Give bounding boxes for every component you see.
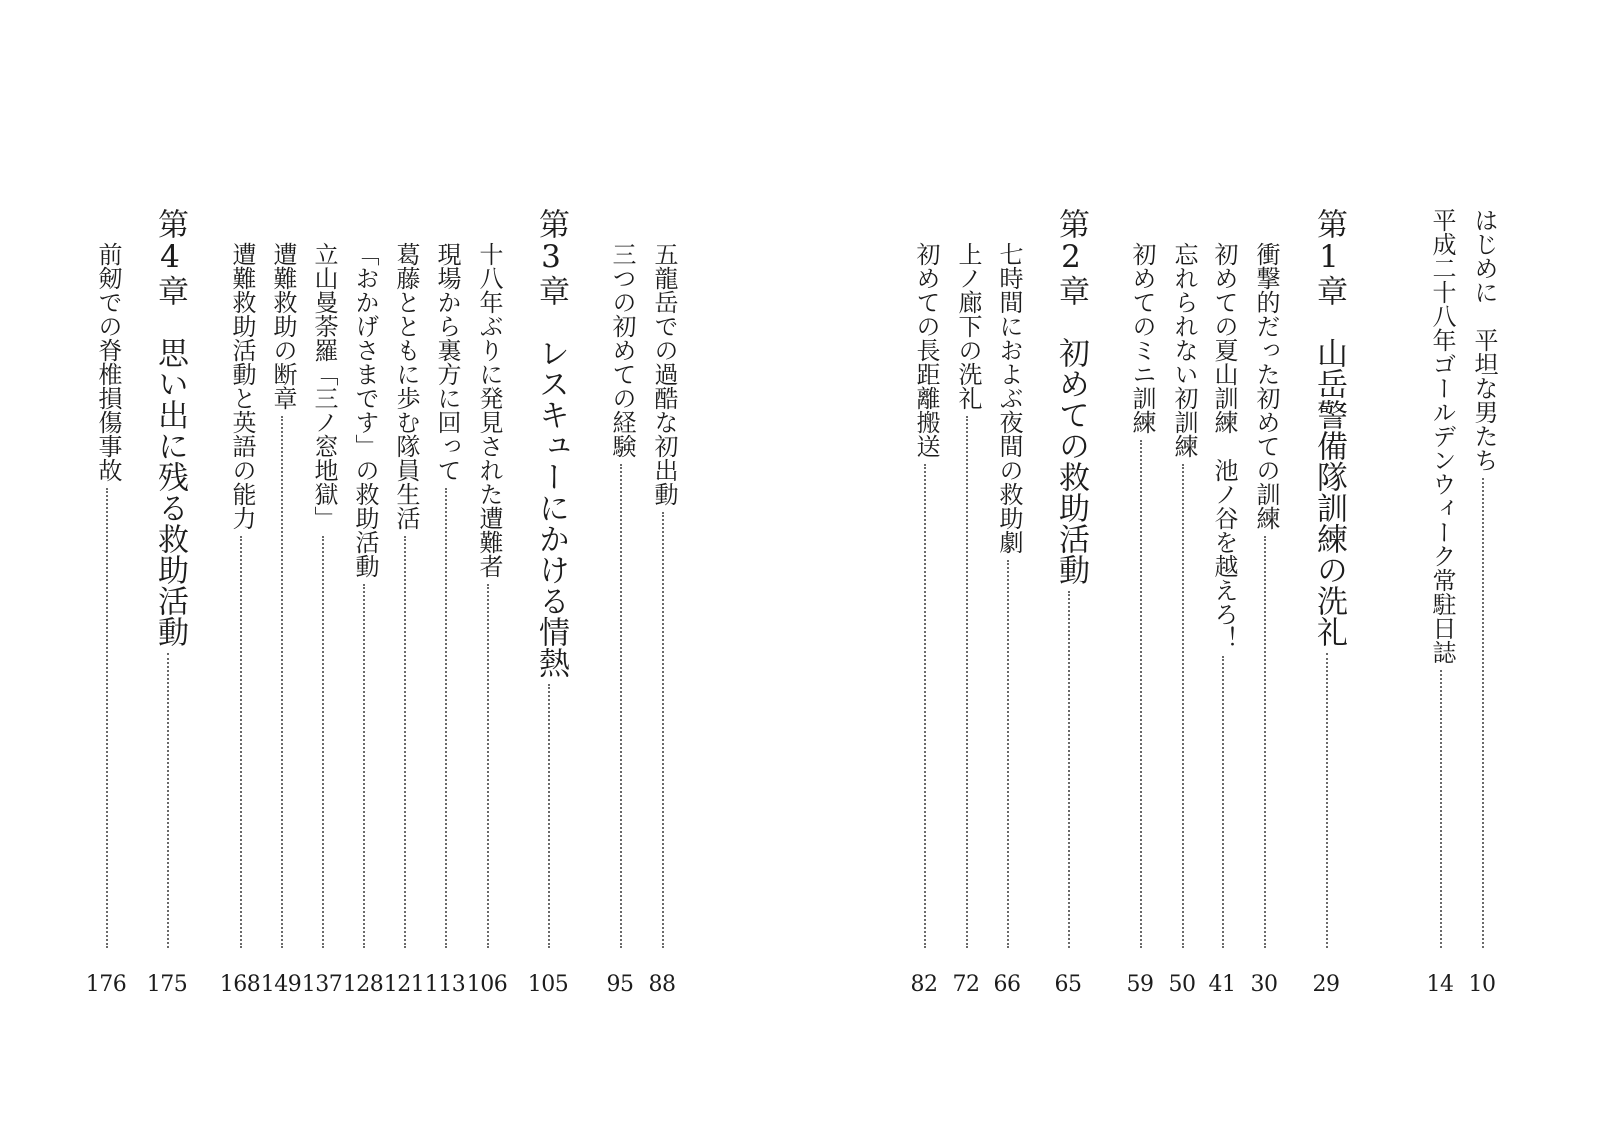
dot-leader <box>1140 440 1142 948</box>
toc-entry[interactable] <box>910 242 938 948</box>
toc-entry[interactable] <box>92 242 120 948</box>
toc-entry[interactable] <box>267 242 295 948</box>
entry-title: 十八年ぶりに発見された遭難者 <box>475 242 503 578</box>
toc-entry[interactable] <box>1126 242 1154 948</box>
chapter-title: 第2章 初めての救助活動 <box>1053 208 1089 585</box>
page-number: 65 <box>1054 972 1082 997</box>
toc-entry[interactable] <box>349 242 377 948</box>
entry-title: 七時間におよぶ夜間の救助劇 <box>995 242 1023 554</box>
page-number: 82 <box>910 972 938 997</box>
dot-leader <box>106 488 108 948</box>
entry-title: はじめに 平坦な男たち <box>1470 208 1498 472</box>
page-number: 59 <box>1126 972 1154 997</box>
page-number: 10 <box>1468 972 1496 997</box>
page-number: 30 <box>1250 972 1278 997</box>
dot-leader <box>1326 653 1328 948</box>
entry-title: 遭難救助活動と英語の能力 <box>228 242 256 530</box>
dot-leader <box>924 464 926 948</box>
dot-leader <box>1068 591 1070 948</box>
page-number: 128 <box>342 972 384 997</box>
toc-entry[interactable] <box>1208 242 1236 948</box>
dot-leader <box>1222 656 1224 948</box>
entry-title: 立山曼荼羅「三ノ窓地獄」 <box>310 242 338 530</box>
entry-title: 現場から裏方に回って <box>433 242 461 482</box>
dot-leader <box>445 488 447 948</box>
page-number: 95 <box>606 972 634 997</box>
entry-title: 平成二十八年ゴールデンウィーク常駐日誌 <box>1428 208 1456 664</box>
dot-leader <box>966 416 968 948</box>
entry-title: 衝撃的だった初めての訓練 <box>1252 242 1280 530</box>
chapter-title: 第1章 山岳警備隊訓練の洗礼 <box>1311 208 1347 647</box>
page-number: 121 <box>383 972 425 997</box>
dot-leader <box>1482 478 1484 948</box>
chapter-title: 第4章 思い出に残る救助活動 <box>152 208 188 647</box>
dot-leader <box>281 416 283 948</box>
page-number: 176 <box>85 972 127 997</box>
entry-title: 初めての長距離搬送 <box>912 242 940 458</box>
entry-title: 上ノ廊下の洗礼 <box>954 242 982 410</box>
page-number: 72 <box>952 972 980 997</box>
dot-leader <box>240 536 242 948</box>
toc-chapter[interactable] <box>530 208 569 948</box>
toc-entry[interactable] <box>1468 208 1496 948</box>
page-number: 168 <box>219 972 261 997</box>
toc-entry[interactable] <box>648 242 676 948</box>
dot-leader <box>322 536 324 948</box>
page-number: 14 <box>1426 972 1454 997</box>
toc-entry[interactable] <box>993 242 1021 948</box>
toc-entry[interactable] <box>308 242 336 948</box>
toc-chapter[interactable] <box>1308 208 1347 948</box>
toc-chapter[interactable] <box>149 208 188 948</box>
toc-entry[interactable] <box>952 242 980 948</box>
page-number: 106 <box>466 972 508 997</box>
dot-leader <box>1440 670 1442 948</box>
dot-leader <box>487 584 489 948</box>
dot-leader <box>548 684 550 948</box>
toc-entry[interactable] <box>1426 208 1454 948</box>
page-number: 29 <box>1312 972 1340 997</box>
entry-title: 前剱での脊椎損傷事故 <box>94 242 122 482</box>
dot-leader <box>363 584 365 948</box>
toc-entry[interactable] <box>390 242 418 948</box>
entry-title: 三つの初めての経験 <box>608 242 636 458</box>
entry-title: 五龍岳での過酷な初出動 <box>650 242 678 506</box>
page-number: 105 <box>527 972 569 997</box>
page-number: 66 <box>993 972 1021 997</box>
page-number: 175 <box>146 972 188 997</box>
page-number: 137 <box>301 972 343 997</box>
dot-leader <box>620 464 622 948</box>
toc-chapter[interactable] <box>1050 208 1089 948</box>
dot-leader <box>1007 560 1009 948</box>
page-number: 88 <box>648 972 676 997</box>
page-number: 50 <box>1168 972 1196 997</box>
dot-leader <box>404 536 406 948</box>
toc-entry[interactable] <box>1168 242 1196 948</box>
entry-title: 忘れられない初訓練 <box>1170 242 1198 458</box>
entry-title: 初めてのミニ訓練 <box>1128 242 1156 434</box>
toc-entry[interactable] <box>226 242 254 948</box>
page-number: 149 <box>260 972 302 997</box>
chapter-title: 第3章 レスキューにかける情熱 <box>533 208 569 678</box>
toc-entry[interactable] <box>473 242 501 948</box>
toc-entry[interactable] <box>606 242 634 948</box>
dot-leader <box>1264 536 1266 948</box>
entry-title: 初めての夏山訓練 池ノ谷を越えろ！ <box>1210 242 1238 650</box>
toc-entry[interactable] <box>431 242 459 948</box>
dot-leader <box>662 512 664 948</box>
toc-entry[interactable] <box>1250 242 1278 948</box>
page-number: 113 <box>424 972 466 997</box>
page-number: 41 <box>1208 972 1236 997</box>
dot-leader <box>1182 464 1184 948</box>
entry-title: 遭難救助の断章 <box>269 242 297 410</box>
entry-title: 葛藤とともに歩む隊員生活 <box>392 242 420 530</box>
entry-title: 「おかげさまです」の救助活動 <box>351 242 379 578</box>
dot-leader <box>167 653 169 948</box>
